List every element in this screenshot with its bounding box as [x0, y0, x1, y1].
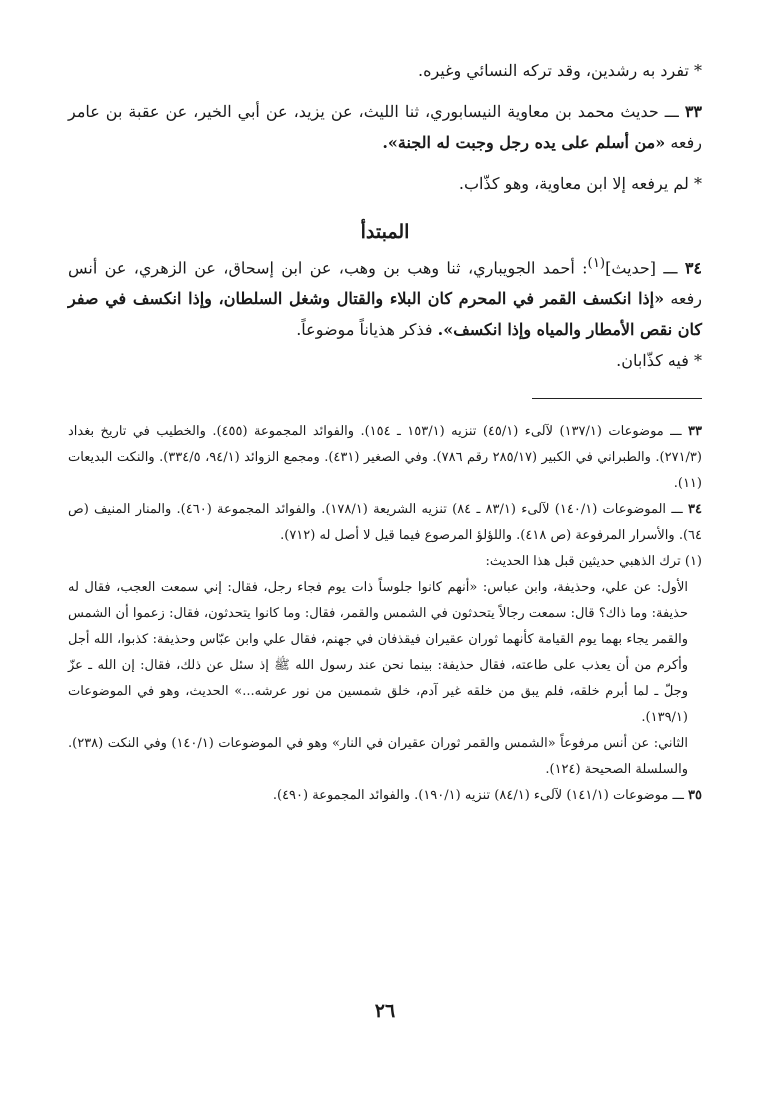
matn-text: «من أسلم على يده رجل وجبت له الجنة».: [382, 133, 666, 152]
footnote-1-first: الأول: عن علي، وحذيفة، وابن عباس: «أنهم كانوا جلوساً ذات يوم فجاء رجل، فقال: إني سمعت العجب، فقال له حذيفة: وما ذاك؟ قال: سمعت رجالاً يتحدثون في الشمس والقمر، فقال: وما كانوا يتحدثون، فقال: زعموا أن الشمس والقمر يجاء بهما يوم القيامة كأنهما ثوران عقيران فيقذفان في جهنم، فقال علي وابن عبّاس وحذيفة: كذبوا، الله أجل وأكرم من أن يعذب على طاعته، فقال حذيفة: بينما نحن عند رسول الله ﷺ إذ سئل عن ذلك، فقال: إن الله ـ عزّ وجلّ ـ لما أبرم خلقه، فلم يبق من خلقه غير آدم، خلق شمسين من نور عرشه...» الحديث، وهو في الموضوعات (١٣٩/١).: [68, 580, 688, 726]
page-content: [68, 55, 702, 809]
note-32: * تفرد به رشدين، وقد تركه النسائي وغيره.: [417, 61, 702, 80]
isnad-text: ـــ [حديث]: [605, 258, 685, 278]
hadith-number: ٣٣: [684, 102, 702, 121]
note-34: * فيه كذّابان.: [616, 351, 702, 371]
footnotes: [68, 419, 702, 809]
main-text: [68, 55, 702, 376]
footnote-1-second: الثاني: عن أنس مرفوعاً «الشمس والقمر ثوران عقيران في النار» وهو في الموضوعات (١٤٠/١) وفي النكت (٢٣٨). والسلسلة الصحيحة (١٢٤).: [68, 736, 688, 778]
tail-text: فذكر هذياناً موضوعاً.: [296, 320, 438, 340]
hadith-33: [68, 96, 702, 158]
hadith-number: ٣٤: [684, 258, 703, 278]
note-33: * لم يرفعه إلا ابن معاوية، وهو كذّاب.: [458, 174, 702, 193]
footnote-separator: [532, 398, 702, 399]
footnote-33: [68, 419, 702, 497]
footnote-ref: (١): [587, 256, 606, 271]
footnote-number: ٣٣: [688, 424, 703, 440]
footnote-text: ـــ موضوعات (١٤١/١) لآلىء (٨٤/١) تنزيه (١٩٠/١). والفوائد المجموعة (٤٩٠).: [272, 788, 689, 804]
isnad-text: ـــ حديث محمد بن معاوية النيسابوري، ثنا الليث، عن يزيد، عن أبي الخير، عن عقبة بن عامر رفعه: [68, 102, 702, 152]
footnote-number: ٣٤: [688, 502, 702, 518]
footnote-number: ٣٥: [688, 788, 702, 804]
hadith-34: [68, 248, 702, 345]
matn-text: «إذا انكسف القمر في المحرم كان البلاء والقتال وشغل السلطان، وإذا انكسف في صفر كان نقص الأمطار والمياه وإذا انكسف».: [68, 289, 702, 340]
page-number: ٢٦: [374, 1000, 396, 1022]
isnad-text-2: : أحمد الجويباري، ثنا وهب بن وهب، عن ابن إسحاق، عن الزهري، عن أنس رفعه: [68, 258, 702, 309]
footnote-text: ـــ موضوعات (١٣٧/١) لآلىء (٤٥/١) تنزيه (١٥٣/١ ـ ١٥٤). والفوائد المجموعة (٤٥٥). والخطيب في تاريخ بغداد (٢٧١/٣). والطبراني في الكبير (٢٨٥/١٧ رقم ٧٨٦). وفي الصغير (٤٣١). ومجمع الزوائد (٩٤/١، ٣٣٤/٥). والنكت البديعات (١١).: [68, 424, 702, 492]
footnote-35: [68, 783, 702, 809]
footnote-34: [68, 497, 702, 549]
section-heading: المبتدأ: [360, 221, 410, 243]
footnote-text: ـــ الموضوعات (١٤٠/١) لآلىء (٨٣/١ ـ ٨٤) تنزيه الشريعة (١٧٨/١). والفوائد المجموعة (٤٦٠). والمنار المنيف (ص ٦٤). والأسرار المرفوعة (ص ٤١٨). واللؤلؤ المرصوع فيما قيل لا أصل له (٧١٢).: [68, 502, 702, 544]
footnote-1-intro: (١) ترك الذهبي حديثين قبل هذا الحديث:: [485, 554, 702, 570]
